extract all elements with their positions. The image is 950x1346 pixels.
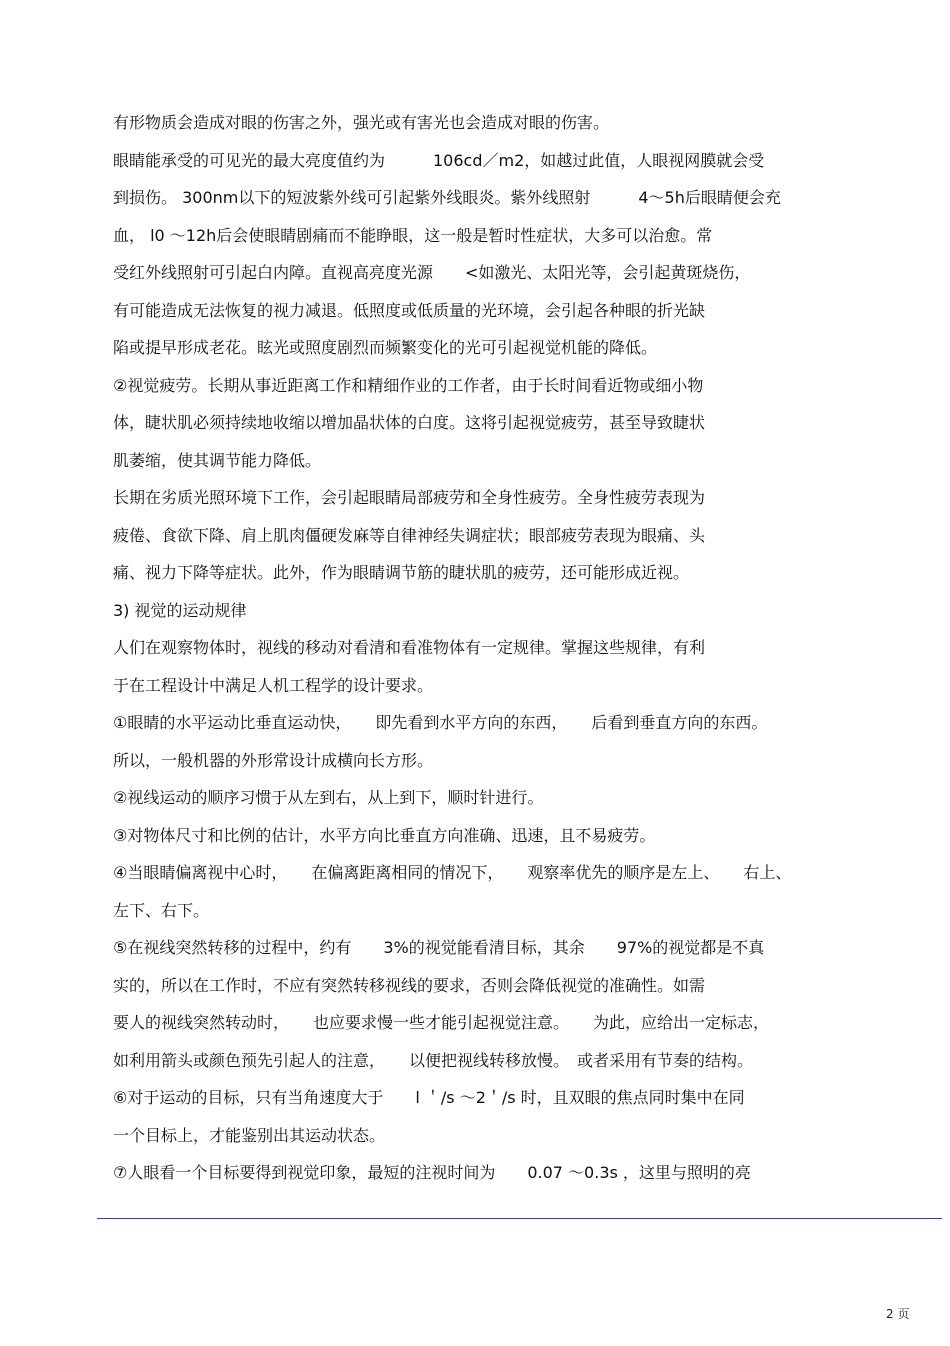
text-line: 体，睫状肌必须持续地收缩以增加晶状体的白度。这将引起视觉疲劳，甚至导致睫状 — [113, 413, 706, 432]
text-line: 血， l0 ～12h后会使眼睛剧痛而不能睁眼，这一般是暂时性症状，大多可以治愈。常 — [113, 225, 713, 245]
text-line: 到损伤。 300nm以下的短波紫外线可引起紫外线眼炎。紫外线照射 4～5h后眼睛便会充 — [113, 188, 781, 207]
text-line: ⑤在视线突然转移的过程中，约有 3%的视觉能看清目标，其余 97%的视觉都是不真 — [113, 938, 765, 957]
text-line: ②视觉疲劳。长期从事近距离工作和精细作业的工作者，由于长时间看近物或细小物 — [113, 375, 704, 395]
text-line: 痛、视力下降等症状。此外，作为眼睛调节筋的睫状肌的疲劳，还可能形成近视。 — [113, 563, 690, 582]
text-line: 眼睛能承受的可见光的最大亮度值约为 106cd／m2，如越过此值，人眼视网膜就会受 — [113, 150, 765, 170]
page-number: 2 页 — [886, 1307, 910, 1321]
text-line: ⑦人眼看一个目标要得到视觉印象，最短的注视时间为 0.07 ～0.3s ，这里与照明的亮 — [113, 1163, 751, 1182]
text-line: 长期在劣质光照环境下工作，会引起眼睛局部疲劳和全身性疲劳。全身性疲劳表现为 — [113, 488, 706, 507]
text-line: 所以，一般机器的外形常设计成横向长方形。 — [113, 750, 434, 770]
text-line: ③对物体尺寸和比例的估计，水平方向比垂直方向准确、迅速，且不易疲劳。 — [113, 825, 656, 845]
text-line: ②视线运动的顺序习惯于从左到右，从上到下，顺时针进行。 — [113, 788, 544, 807]
text-line: 人们在观察物体时，视线的移动对看清和看准物体有一定规律。掌握这些规律，有利 — [113, 638, 706, 657]
text-line: 有可能造成无法恢复的视力减退。低照度或低质量的光环境，会引起各种眼的折光缺 — [113, 300, 706, 320]
text-line: ④当眼睛偏离视中心时， 在偏离距离相同的情况下， 观察率优先的顺序是左上、 右上、 — [113, 863, 792, 882]
text-line: 陷或提早形成老花。眩光或照度剧烈而频繁变化的光可引起视觉机能的降低。 — [113, 338, 658, 357]
text-line: 要人的视线突然转动时， 也应要求慢一些才能引起视觉注意。 为此，应给出一定标志， — [113, 1013, 770, 1032]
text-line: 3) 视觉的运动规律 — [113, 600, 247, 620]
text-line: 一个目标上，才能鉴别出其运动状态。 — [113, 1125, 386, 1145]
footer-rule — [97, 1218, 942, 1219]
text-line: ⑥对于运动的目标，只有当角速度大于 l ＇/s ～2＇/s 时，且双眼的焦点同时集中在同 — [113, 1088, 745, 1107]
text-line: 左下、右下。 — [113, 900, 210, 920]
text-line: ①眼睛的水平运动比垂直运动快， 即先看到水平方向的东西， 后看到垂直方向的东西。 — [113, 713, 768, 732]
text-line: 于在工程设计中满足人机工程学的设计要求。 — [113, 675, 434, 695]
text-line: 如利用箭头或颜色预先引起人的注意， 以便把视线转移放慢。 或者采用有节奏的结构。 — [113, 1050, 754, 1070]
text-line: 受红外线照射可引起白内障。直视高亮度光源 <如激光、太阳光等，会引起黄斑烧伤， — [113, 263, 751, 282]
text-line: 肌萎缩，使其调节能力降低。 — [113, 450, 322, 470]
text-line: 有形物质会造成对眼的伤害之外，强光或有害光也会造成对眼的伤害。 — [113, 113, 610, 132]
text-line: 疲倦、食欲下降、肩上肌肉僵硬发麻等自律神经失调症状；眼部疲劳表现为眼痛、头 — [113, 525, 706, 545]
text-line: 实的，所以在工作时，不应有突然转移视线的要求，否则会降低视觉的准确性。如需 — [113, 975, 706, 995]
